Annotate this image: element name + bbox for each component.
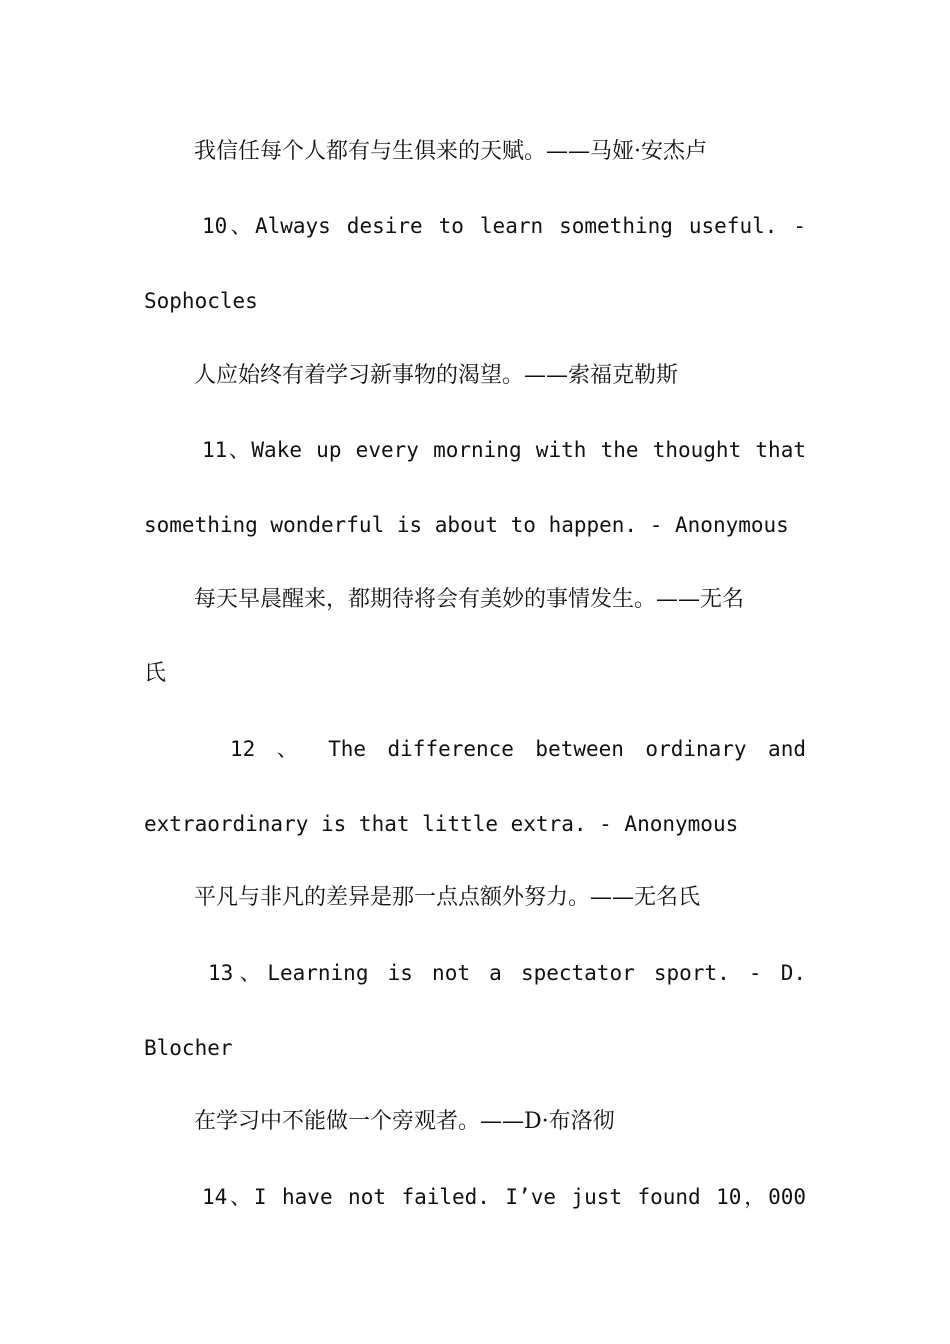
quote-11-english-line-1: 11、Wake up every morning with the thought that: [202, 438, 806, 462]
quote-13-english-line-2: Blocher: [144, 1036, 233, 1060]
quote-12-translation: 平凡与非凡的差异是那一点点额外努力。——无名氏: [194, 885, 701, 910]
quote-11-translation-line-1: 每天早晨醒来，都期待将会有美妙的事情发生。——无名: [194, 587, 745, 612]
quote-10-english-line-1: 10、Always desire to learn something useful. -: [202, 214, 806, 238]
quote-11-english-line-2: something wonderful is about to happen. - Anonymous: [144, 513, 789, 537]
quote-12-english-line-2: extraordinary is that little extra. - Anonymous: [144, 812, 739, 836]
quote-13-english-line-1: 13、Learning is not a spectator sport. - D.: [208, 961, 806, 985]
quote-10-translation: 人应始终有着学习新事物的渴望。——索福克勒斯: [194, 363, 679, 388]
quote-12-english-line-1: 12 、 The difference between ordinary and: [230, 737, 806, 761]
quote-13-translation: 在学习中不能做一个旁观者。——D·布洛彻: [194, 1109, 615, 1134]
quote-9-translation: 我信任每个人都有与生俱来的天赋。——马娅·安杰卢: [194, 139, 707, 164]
quote-10-english-line-2: Sophocles: [144, 289, 258, 313]
quote-14-english-line-1: 14、I have not failed. I’ve just found 10，000: [202, 1185, 806, 1209]
quote-11-translation-line-2: 氏: [144, 661, 167, 686]
